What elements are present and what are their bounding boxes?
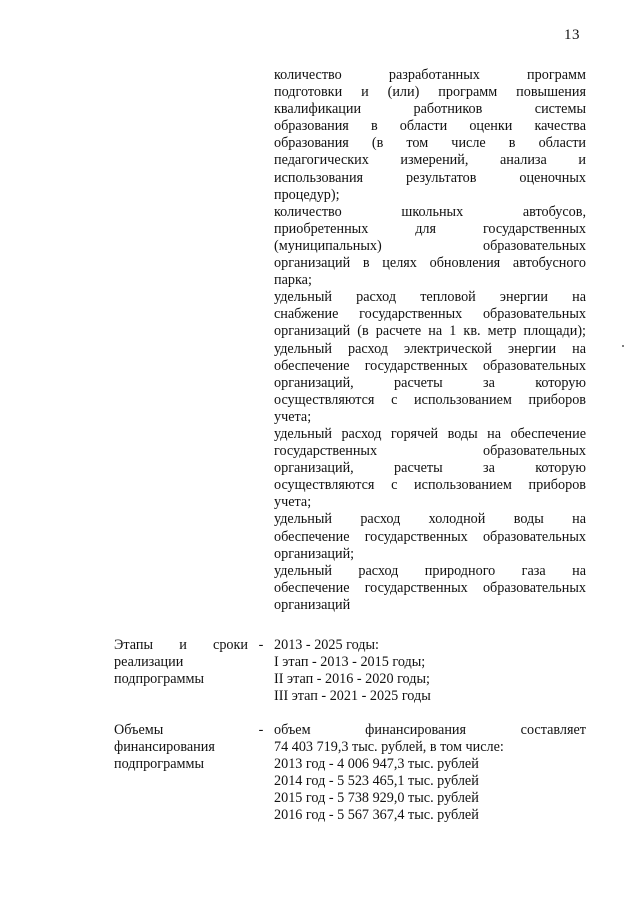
stages-value-line: 2013 - 2025 годы:	[274, 637, 379, 653]
indicator-line: количество школьных автобусов,	[274, 203, 586, 220]
indicator-line: организаций в целях обновления автобусного	[274, 255, 586, 272]
indicator-line: квалификации работников системы	[274, 101, 586, 118]
indicator-line: образования в области оценки качества	[274, 118, 586, 135]
indicator-line: использования результатов оценочных	[274, 169, 586, 186]
indicator-line: осуществляются с использованием приборов	[274, 477, 586, 494]
indicator-line: удельный расход холодной воды на	[274, 511, 586, 528]
indicator-line: удельный расход природного газа на	[274, 562, 586, 579]
funding-value-line: 2016 год - 5 567 367,4 тыс. рублей	[274, 807, 479, 824]
indicator-line: организаций, расчеты за которую	[274, 460, 586, 477]
page-number: 13	[564, 27, 580, 43]
stages-label-line: реализации	[114, 654, 184, 671]
indicator-line: удельный расход тепловой энергии на	[274, 289, 586, 306]
target-indicators-text	[274, 67, 586, 614]
stages-value	[274, 637, 586, 705]
funding-label-line: подпрограммы	[114, 756, 204, 773]
indicator-line: процедур);	[274, 186, 340, 203]
indicator-line: количество разработанных программ	[274, 67, 586, 83]
indicator-line: организаций	[274, 596, 351, 613]
funding-value	[274, 722, 586, 825]
indicator-line: организаций, расчеты за которую	[274, 374, 586, 391]
stages-dash: -	[258, 637, 264, 653]
funding-label-line: Объемы	[114, 722, 164, 738]
funding-value-line: 74 403 719,3 тыс. рублей, в том числе:	[274, 739, 504, 756]
indicator-line: (муниципальных) образовательных	[274, 237, 586, 254]
stages-label-line: Этапы и сроки	[114, 637, 248, 653]
funding-value-line: 2014 год - 5 523 465,1 тыс. рублей	[274, 773, 479, 790]
funding-dash: -	[258, 722, 264, 738]
indicator-line: приобретенных для государственных	[274, 220, 586, 237]
stages-label-line: подпрограммы	[114, 671, 204, 688]
stages-value-line: I этап - 2013 - 2015 годы;	[274, 654, 426, 671]
indicator-line: обеспечение государственных образовательных	[274, 579, 586, 596]
indicator-line: осуществляются с использованием приборов	[274, 391, 586, 408]
indicator-line: учета;	[274, 494, 312, 511]
funding-label-line: финансирования	[114, 739, 215, 756]
indicator-line: удельный расход электрической энергии на	[274, 340, 586, 357]
indicator-line: образования (в том числе в области	[274, 135, 586, 152]
indicator-line: педагогических измерений, анализа и	[274, 152, 586, 169]
stages-label	[114, 637, 248, 688]
scan-speck	[622, 345, 624, 347]
stages-value-line: III этап - 2021 - 2025 годы	[274, 688, 431, 705]
indicator-line: подготовки и (или) программ повышения	[274, 84, 586, 101]
funding-value-line: 2015 год - 5 738 929,0 тыс. рублей	[274, 790, 479, 807]
funding-value-line: 2013 год - 4 006 947,3 тыс. рублей	[274, 756, 479, 773]
funding-label	[114, 722, 248, 773]
indicator-line: обеспечение государственных образовательных	[274, 357, 586, 374]
indicator-line: снабжение государственных образовательных	[274, 306, 586, 323]
indicator-line: парка;	[274, 272, 312, 289]
indicator-line: государственных образовательных	[274, 443, 586, 460]
indicator-line: организаций (в расчете на 1 кв. метр площади);	[274, 323, 586, 340]
indicator-line: организаций;	[274, 545, 355, 562]
indicator-line: удельный расход горячей воды на обеспечение	[274, 425, 586, 442]
indicator-line: обеспечение государственных образовательных	[274, 528, 586, 545]
funding-value-line: объем финансирования составляет	[274, 722, 586, 738]
indicator-line: учета;	[274, 408, 312, 425]
stages-value-line: II этап - 2016 - 2020 годы;	[274, 671, 430, 688]
